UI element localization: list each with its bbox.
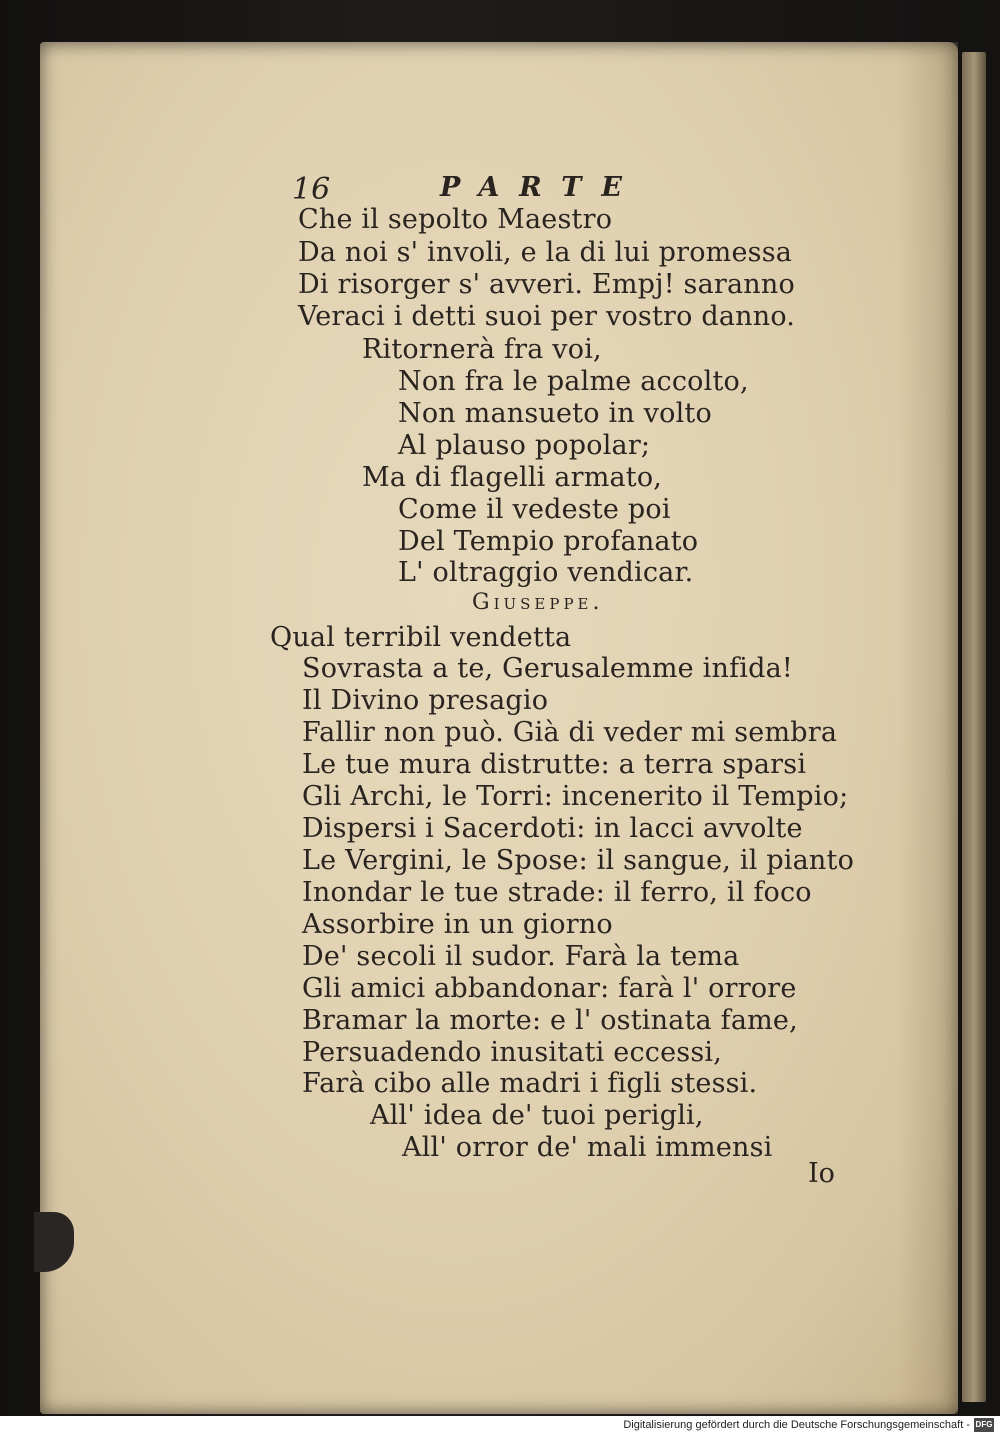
catchword: Io (808, 1158, 835, 1189)
verse-line: Come il vedeste poi (398, 494, 671, 525)
speaker-name: Giuseppe. (472, 590, 604, 615)
verse-line: Non fra le palme accolto, (398, 366, 749, 397)
verse-line: Bramar la morte: e l' ostinata fame, (302, 1005, 798, 1036)
verse-line: Gli amici abbandonar: farà l' orrore (302, 973, 797, 1004)
page-number: 16 (292, 172, 331, 207)
verse-line: Non mansueto in volto (398, 398, 712, 429)
dfg-logo: DFG (974, 1418, 994, 1432)
verse-line: L' oltraggio vendicar. (398, 557, 694, 588)
verse-line: Di risorger s' avveri. Empj! saranno (298, 269, 795, 300)
verse-line: De' secoli il sudor. Farà la tema (302, 941, 740, 972)
verse-line: Il Divino presagio (302, 685, 549, 716)
verse-line: Persuadendo inusitati eccessi, (302, 1037, 723, 1068)
verse-line: Inondar le tue strade: il ferro, il foco (302, 877, 812, 908)
verse-line: Ma di flagelli armato, (362, 462, 663, 493)
verse-line: Farà cibo alle madri i figli stessi. (302, 1068, 758, 1099)
verse-line: Da noi s' involi, e la di lui promessa (298, 237, 793, 268)
verse-line: Le Vergini, le Spose: il sangue, il pianto (302, 845, 855, 876)
verse-line: Al plauso popolar; (398, 430, 651, 461)
verse-line: All' idea de' tuoi perigli, (370, 1100, 704, 1131)
verse-line: Sovrasta a te, Gerusalemme infida! (302, 653, 793, 684)
verse-line: Veraci i detti suoi per vostro danno. (298, 301, 796, 332)
verse-line: Qual terribil vendetta (270, 622, 572, 653)
verse-line: Le tue mura distrutte: a terra sparsi (302, 749, 807, 780)
verse-line: All' orror de' mali immensi (402, 1132, 773, 1163)
verse-line: Assorbire in un giorno (302, 909, 613, 940)
running-title: PARTE (440, 172, 642, 203)
verse-line: Che il sepolto Maestro (298, 204, 613, 235)
verse-line: Dispersi i Sacerdoti: in lacci avvolte (302, 813, 803, 844)
verse-line: Fallir non può. Già di veder mi sembra (302, 717, 838, 748)
verse-line: Del Tempio profanato (398, 526, 699, 557)
verse-line: Gli Archi, le Torri: incenerito il Tempio; (302, 781, 849, 812)
digitization-credit: Digitalisierung gefördert durch die Deutsche Forschungsgemeinschaft - (623, 1419, 970, 1431)
verse-line: Ritornerà fra voi, (362, 334, 602, 365)
